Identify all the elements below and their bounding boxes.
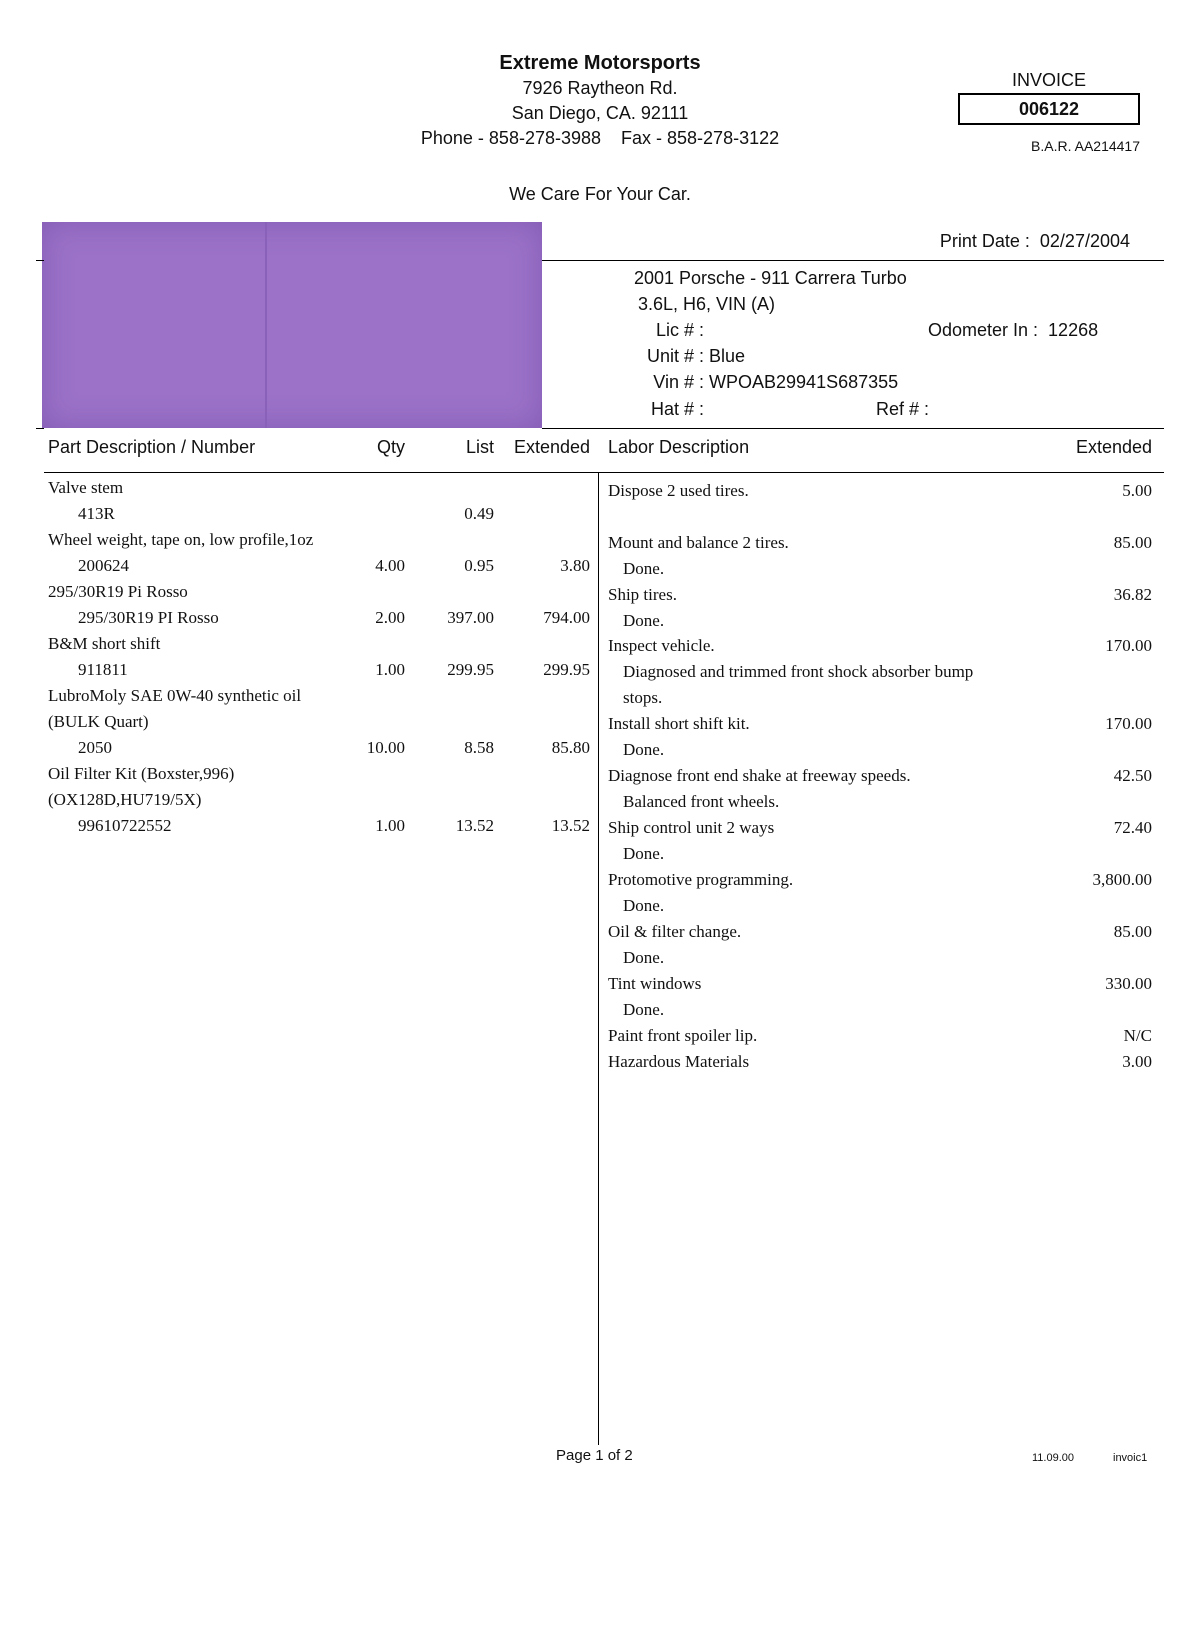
col-list: List xyxy=(465,437,494,457)
labor-desc: Ship control unit 2 ways xyxy=(608,818,775,837)
labor-desc: Hazardous Materials xyxy=(608,1052,750,1071)
labor-note: Done. xyxy=(623,1000,665,1019)
part-desc: LubroMoly SAE 0W-40 synthetic oil xyxy=(48,686,302,705)
form-date-code: 11.09.00 xyxy=(1032,1452,1075,1464)
invoice-title: INVOICE xyxy=(1011,70,1086,90)
part-desc-2: (BULK Quart) xyxy=(48,712,149,731)
labor-note: Balanced front wheels. xyxy=(623,792,780,811)
vehicle-vin xyxy=(636,372,898,393)
labor-note: Done. xyxy=(623,844,665,863)
page-number: Page 1 of 2 xyxy=(556,1447,633,1464)
labor-note: Done. xyxy=(623,948,665,967)
part-desc: 295/30R19 Pi Rosso xyxy=(48,582,188,601)
header-rule xyxy=(542,260,1164,261)
table-top-rule xyxy=(542,428,1164,429)
shop-name: Extreme Motorsports xyxy=(499,52,701,74)
labor-extended: 85.00 xyxy=(1113,922,1152,941)
labor-extended: 42.50 xyxy=(1113,766,1152,785)
part-list: 13.52 xyxy=(455,816,494,835)
part-extended: 13.52 xyxy=(551,816,590,835)
part-qty: 2.00 xyxy=(375,608,405,627)
vin-label: Vin # : xyxy=(653,372,704,392)
part-desc: Oil Filter Kit (Boxster,996) xyxy=(48,764,235,783)
part-number: 200624 xyxy=(78,556,129,575)
part-number: 99610722552 xyxy=(78,816,172,835)
hat-label: Hat # : xyxy=(650,399,704,419)
labor-desc: Paint front spoiler lip. xyxy=(608,1026,758,1045)
part-qty: 4.00 xyxy=(375,556,405,575)
table-top-rule-left xyxy=(36,428,44,429)
part-extended: 794.00 xyxy=(543,608,590,627)
vehicle-line1: 2001 Porsche - 911 Carrera Turbo xyxy=(634,268,907,288)
labor-extended: 170.00 xyxy=(1105,636,1152,655)
part-list: 0.49 xyxy=(464,504,494,523)
bar-number: B.A.R. AA214417 xyxy=(1031,138,1140,154)
redacted-customer-block xyxy=(42,222,542,428)
col-qty: Qty xyxy=(376,437,405,457)
unit-value: Blue xyxy=(709,346,746,366)
part-extended: 3.80 xyxy=(560,556,590,575)
labor-desc: Diagnose front end shake at freeway speeds. xyxy=(608,766,911,785)
part-extended: 299.95 xyxy=(543,660,590,679)
labor-extended: 5.00 xyxy=(1122,481,1152,500)
part-list: 8.58 xyxy=(464,738,494,757)
part-number: 2050 xyxy=(78,738,112,757)
labor-extended: 330.00 xyxy=(1105,974,1152,993)
labor-desc: Protomotive programming. xyxy=(608,870,794,889)
part-number: 413R xyxy=(78,504,115,523)
part-qty: 10.00 xyxy=(366,738,405,757)
vehicle-lic xyxy=(636,320,704,341)
redaction-fold xyxy=(265,222,267,428)
ref-label: Ref # : xyxy=(876,399,930,419)
labor-extended: N/C xyxy=(1123,1026,1152,1045)
col-part-description: Part Description / Number xyxy=(48,437,256,457)
labor-desc: Inspect vehicle. xyxy=(608,636,715,655)
labor-note: Done. xyxy=(623,896,665,915)
part-desc-2: (OX128D,HU719/5X) xyxy=(48,790,202,809)
labor-extended: 170.00 xyxy=(1105,714,1152,733)
shop-address: 7926 Raytheon Rd. xyxy=(522,78,678,98)
col-part-extended: Extended xyxy=(513,437,590,457)
unit-label: Unit # : xyxy=(646,346,704,366)
shop-phone-fax: Phone - 858-278-3988 Fax - 858-278-3122 xyxy=(420,128,780,148)
labor-desc: Mount and balance 2 tires. xyxy=(608,533,789,552)
part-desc: B&M short shift xyxy=(48,634,161,653)
invoice-number: 006122 xyxy=(958,93,1140,125)
odometer-in: Odometer In : 12268 xyxy=(928,320,1099,340)
column-divider xyxy=(598,473,599,1445)
vehicle-hat xyxy=(636,399,704,420)
part-extended: 85.80 xyxy=(551,738,590,757)
labor-note: Done. xyxy=(623,559,665,578)
shop-tagline: We Care For Your Car. xyxy=(509,184,691,204)
labor-extended: 36.82 xyxy=(1113,585,1152,604)
labor-desc: Tint windows xyxy=(608,974,702,993)
part-desc: Valve stem xyxy=(48,478,124,497)
part-qty: 1.00 xyxy=(375,816,405,835)
part-list: 299.95 xyxy=(447,660,494,679)
labor-extended: 3,800.00 xyxy=(1092,870,1152,889)
labor-desc: Ship tires. xyxy=(608,585,677,604)
part-number: 911811 xyxy=(78,660,128,679)
header-rule-left xyxy=(36,260,44,261)
col-labor-extended: Extended xyxy=(1075,437,1152,457)
labor-desc: Oil & filter change. xyxy=(608,922,742,941)
print-date: Print Date : 02/27/2004 xyxy=(939,231,1130,251)
form-name: invoic1 xyxy=(1113,1452,1148,1464)
labor-extended: 85.00 xyxy=(1113,533,1152,552)
vehicle-line2: 3.6L, H6, VIN (A) xyxy=(638,294,776,314)
part-list: 397.00 xyxy=(447,608,494,627)
part-qty: 1.00 xyxy=(375,660,405,679)
labor-note: Done. xyxy=(623,740,665,759)
col-labor-description: Labor Description xyxy=(608,437,750,457)
lic-label: Lic # : xyxy=(655,320,704,340)
labor-note-2: stops. xyxy=(623,688,663,707)
labor-extended: 72.40 xyxy=(1113,818,1152,837)
vin-value: WPOAB29941S687355 xyxy=(709,372,899,392)
part-desc: Wheel weight, tape on, low profile,1oz xyxy=(48,530,314,549)
labor-desc: Install short shift kit. xyxy=(608,714,750,733)
labor-note: Done. xyxy=(623,611,665,630)
part-list: 0.95 xyxy=(464,556,494,575)
labor-desc: Dispose 2 used tires. xyxy=(608,481,749,500)
labor-note: Diagnosed and trimmed front shock absorber bump xyxy=(623,662,974,681)
shop-city: San Diego, CA. 92111 xyxy=(511,103,689,123)
table-header-rule xyxy=(44,472,1164,473)
part-number: 295/30R19 PI Rosso xyxy=(78,608,219,627)
vehicle-unit xyxy=(636,346,745,367)
labor-extended: 3.00 xyxy=(1122,1052,1152,1071)
